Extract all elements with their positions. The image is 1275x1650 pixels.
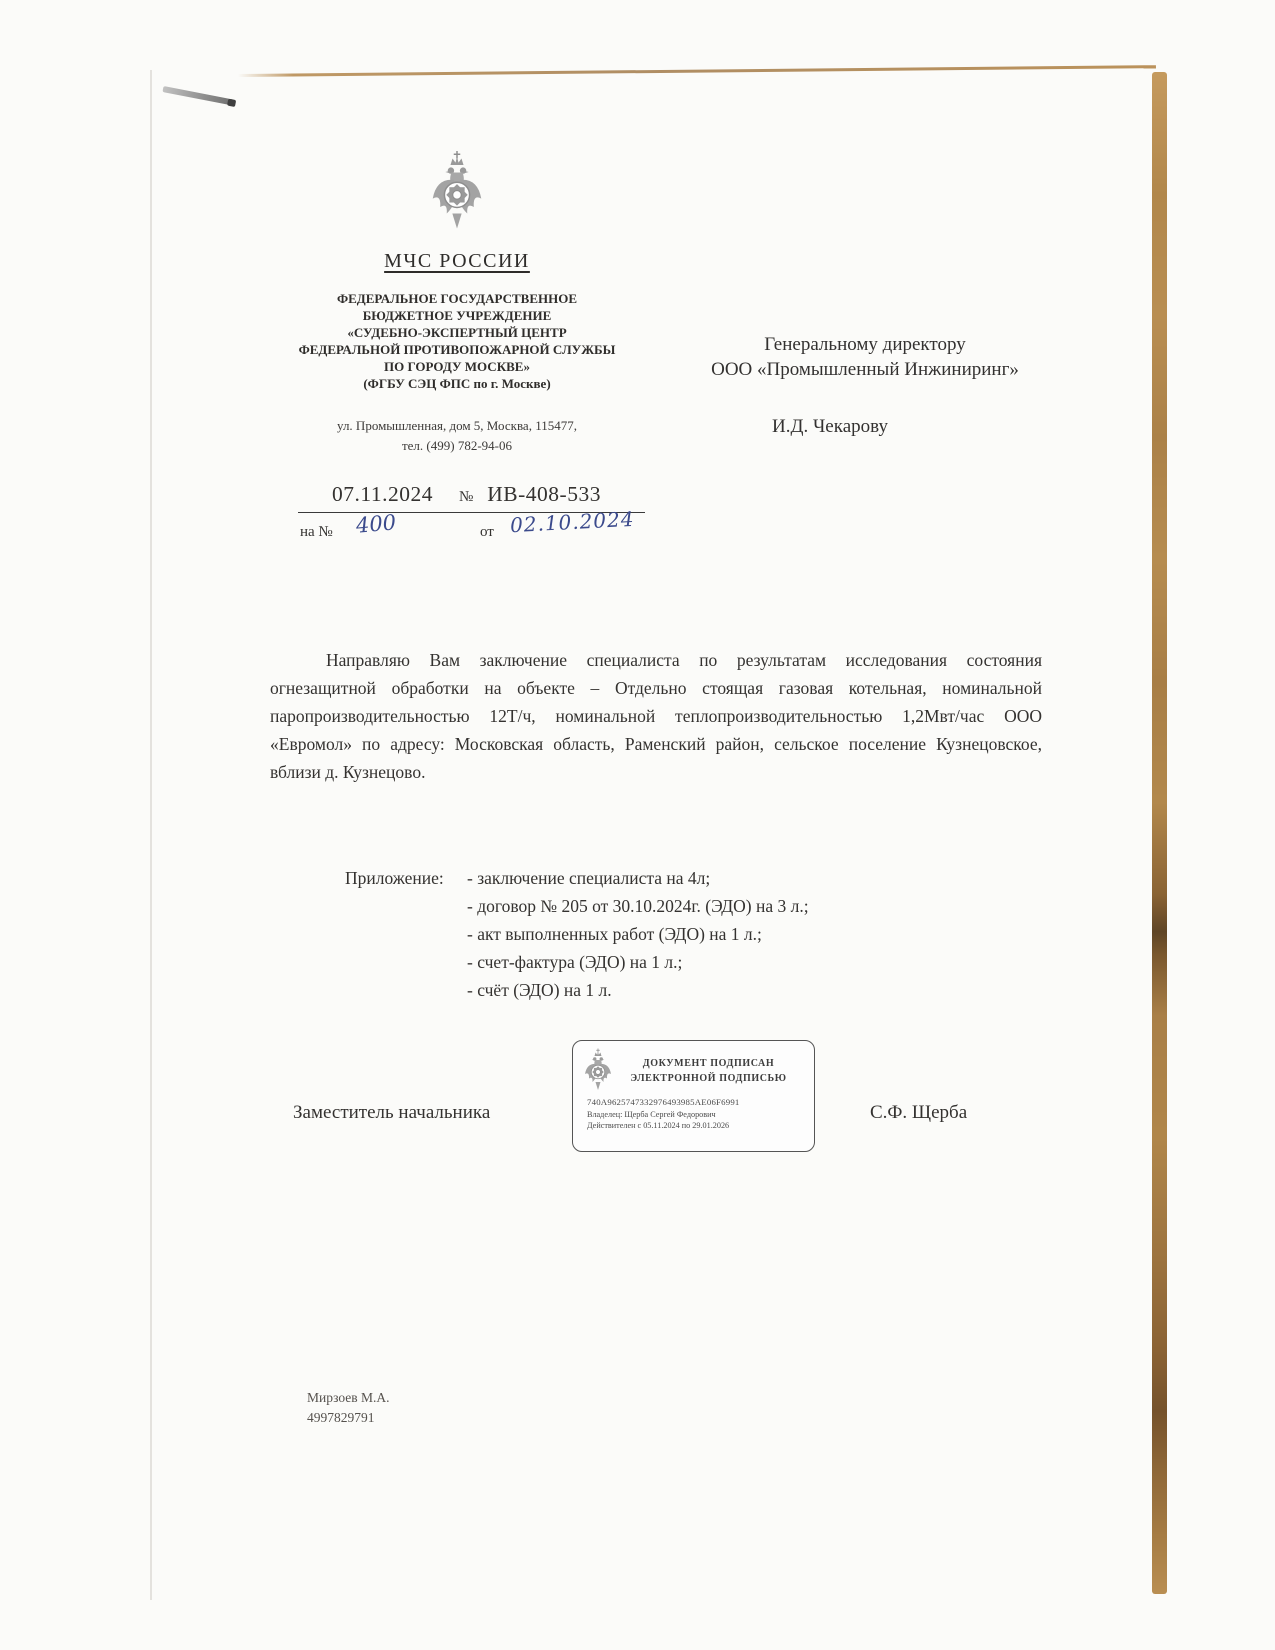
attachment-item: - заключение специалиста на 4л; — [467, 868, 711, 888]
org-line: БЮДЖЕТНОЕ УЧРЕЖДЕНИЕ — [362, 308, 552, 323]
attachment-item: - договор № 205 от 30.10.2024г. (ЭДО) на 3 л.; — [467, 896, 809, 916]
stamp-details — [573, 1094, 814, 1132]
on-number-label: на № — [300, 524, 333, 540]
agency-title-text: МЧС РОССИИ — [384, 250, 530, 272]
attachment-item: - счёт (ЭДО) на 1 л. — [467, 980, 612, 1000]
digital-signature-stamp — [572, 1040, 815, 1152]
stamp-title — [613, 1056, 804, 1086]
incoming-number-handwritten: 400 — [355, 510, 398, 538]
letter-date: 07.11.2024 — [332, 482, 433, 506]
executor-name: Мирзоев М.А. — [307, 1390, 390, 1405]
attachment-item: - акт выполненных работ (ЭДО) на 1 л.; — [467, 924, 762, 944]
recipient-block — [655, 332, 1075, 382]
certificate-number: 740A9625747332976493985AE06F6991 — [587, 1097, 740, 1107]
certificate-owner: Владелец: Щерба Сергей Федорович — [587, 1109, 716, 1119]
stamp-emblem-icon — [583, 1048, 613, 1094]
signer-position: Заместитель начальника — [293, 1102, 491, 1123]
certificate-validity: Действителен с 05.11.2024 по 29.01.2026 — [587, 1121, 730, 1130]
org-line: «СУДЕБНО-ЭКСПЕРТНЫЙ ЦЕНТР — [347, 325, 567, 340]
org-line: ФЕДЕРАЛЬНОЙ ПРОТИВОПОЖАРНОЙ СЛУЖБЫ — [298, 342, 616, 357]
executor-phone: 4997829791 — [307, 1410, 375, 1425]
recipient-company: ООО «Промышленный Инжиниринг» — [711, 359, 1019, 380]
org-line: (ФГБУ СЭЦ ФПС по г. Москве) — [363, 376, 551, 391]
attachments-list — [467, 864, 809, 1004]
number-sign-label: № — [458, 489, 474, 505]
org-line: ПО ГОРОДУ МОСКВЕ» — [384, 359, 530, 374]
mchs-coat-of-arms-icon — [429, 150, 485, 236]
address-block — [267, 416, 647, 456]
agency-title — [247, 250, 667, 273]
address-line: ул. Промышленная, дом 5, Москва, 115477, — [337, 418, 577, 433]
scan-edge-strip — [1152, 72, 1167, 1594]
organization-name-block — [237, 290, 677, 392]
stamp-title-line: ДОКУМЕНТ ПОДПИСАН — [642, 1058, 775, 1069]
executor-block — [307, 1388, 390, 1428]
stamp-title-line: ЭЛЕКТРОННОЙ ПОДПИСЬЮ — [630, 1073, 787, 1084]
recipient-title: Генеральному директору — [764, 334, 966, 355]
incoming-date-handwritten: 02.10.2024 — [509, 506, 636, 538]
org-line: ФЕДЕРАЛЬНОЕ ГОСУДАРСТВЕННОЕ — [336, 291, 578, 306]
scan-paper-top-edge — [238, 65, 1156, 77]
letter-number: ИВ-408-533 — [487, 482, 601, 506]
attachment-item: - счет-фактура (ЭДО) на 1 л.; — [467, 952, 683, 972]
attachments-label: Приложение: — [345, 868, 444, 888]
phone-line: тел. (499) 782-94-06 — [401, 438, 512, 453]
attachments-block — [345, 864, 809, 1004]
scan-paper-left-edge — [150, 70, 152, 1600]
signer-name: С.Ф. Щерба — [870, 1102, 968, 1123]
recipient-person: И.Д. Чекарову — [772, 416, 888, 437]
from-label: от — [480, 524, 494, 540]
stamp-header — [573, 1041, 814, 1094]
staple-mark — [162, 86, 234, 106]
letter-body-paragraph: Направляю Вам заключение специалиста по результатам исследования состояния огнезащитной обработки на объекте – Отдельно стоящая газовая котельная, номинальной паропроизводительностью 12Т/ч, номинальной теплопроизводительностью 1,2Мвт/час ООО «Евромол» по адресу: Московская область, Раменский район, сельское поселение Кузнецовское, вблизи д. Кузнецово. — [270, 650, 1042, 782]
incoming-reference-row — [298, 506, 658, 548]
